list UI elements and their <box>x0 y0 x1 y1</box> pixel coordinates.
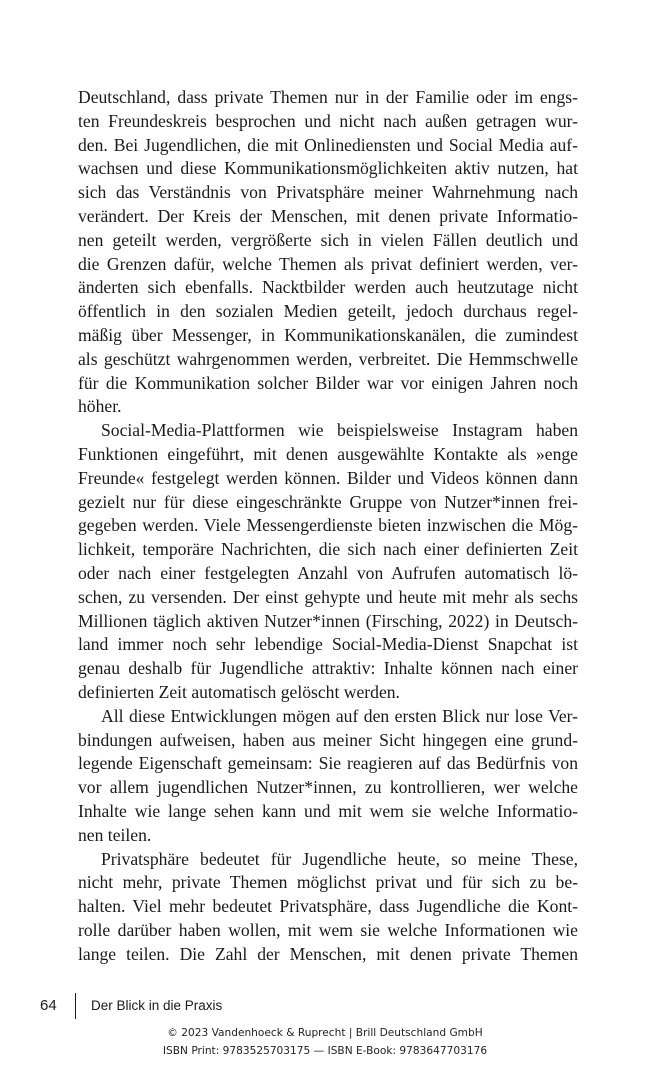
text-line: rolle darüber haben wollen, mit wem sie welche Informationen wie <box>78 919 578 940</box>
text-line: Freunde« festgelegt werden können. Bilder und Videos können dann <box>78 467 578 488</box>
text-line: Social-Media-Plattformen wie beispielsweise Instagram haben <box>101 420 578 441</box>
text-line: Millionen täglich aktiven Nutzer*innen (Firsching, 2022) in Deutsch- <box>78 610 578 631</box>
text-line: oder nach einer festgelegten Anzahl von Aufrufen automatisch lö- <box>78 562 578 583</box>
text-line: Privatsphäre bedeutet für Jugendliche heute, so meine These, <box>101 848 578 869</box>
footer-divider <box>75 993 76 1019</box>
text-line: definierten Zeit automatisch gelöscht werden. <box>78 681 400 702</box>
text-line: bindungen aufweisen, haben aus meiner Sicht hingegen eine grund- <box>78 729 578 750</box>
body-text <box>78 86 578 966</box>
text-line: verändert. Der Kreis der Menschen, mit denen private Informatio- <box>78 205 578 226</box>
text-line: Inhalte wie lange sehen kann und mit wem sie welche Informatio- <box>78 800 578 821</box>
text-line: vor allem jugendlichen Nutzer*innen, zu kontrollieren, wer welche <box>78 777 578 798</box>
text-line: wachsen und diese Kommunikationsmöglichkeiten aktiv nutzen, hat <box>78 158 578 179</box>
text-line: lange teilen. Die Zahl der Menschen, mit denen private Themen <box>78 943 578 964</box>
text-line: gezielt nur für diese eingeschränkte Gruppe von Nutzer*innen frei- <box>78 491 578 512</box>
text-line: änderten sich ebenfalls. Nacktbilder werden auch heutzutage nicht <box>78 277 578 298</box>
text-line: nen geteilt werden, vergrößerte sich in vielen Fällen deutlich und <box>78 229 578 250</box>
text-line: All diese Entwicklungen mögen auf den ersten Blick nur lose Ver- <box>101 705 578 726</box>
text-line: ten Freundeskreis besprochen und nicht nach außen getragen wur- <box>78 110 578 131</box>
text-line: Funktionen eingeführt, mit denen ausgewählte Kontakte als »enge <box>78 443 578 464</box>
text-line: öffentlich in den sozialen Medien geteilt, jedoch durchaus regel- <box>78 301 578 322</box>
text-line: schen, zu versenden. Der einst gehypte und heute mit mehr als sechs <box>78 586 578 607</box>
text-line: die Grenzen dafür, welche Themen als privat definiert werden, ver- <box>78 253 578 274</box>
text-line: als geschützt wahrgenommen werden, verbreitet. Die Hemmschwelle <box>78 348 578 369</box>
text-line: den. Bei Jugendlichen, die mit Onlinediensten und Social Media auf- <box>78 134 578 155</box>
text-line: höher. <box>78 396 122 417</box>
text-line: land immer noch sehr lebendige Social-Media-Dienst Snapchat ist <box>78 634 578 655</box>
text-line: sich das Verständnis von Privatsphäre meiner Wahrnehmung nach <box>78 182 578 203</box>
text-line: legende Eigenschaft gemeinsam: Sie reagieren auf das Bedürfnis von <box>78 753 578 774</box>
text-line: für die Kommunikation solcher Bilder war vor einigen Jahren noch <box>78 372 578 393</box>
text-line: genau deshalb für Jugendliche attraktiv: Inhalte können nach einer <box>78 658 578 679</box>
text-line: halten. Viel mehr bedeutet Privatsphäre, dass Jugendliche die Kont- <box>78 896 578 917</box>
running-head: Der Blick in die Praxis <box>91 998 223 1013</box>
text-line: lichkeit, temporäre Nachrichten, die sich nach einer definierten Zeit <box>78 539 578 560</box>
isbn-line: ISBN Print: 9783525703175 — ISBN E-Book: 9783647703176 <box>162 1045 488 1057</box>
page-number: 64 <box>40 997 57 1014</box>
text-line: Deutschland, dass private Themen nur in der Familie oder im engs- <box>78 87 578 107</box>
text-line: nen teilen. <box>78 824 152 845</box>
text-line: mäßig über Messenger, in Kommunikationskanälen, die zumindest <box>78 324 578 345</box>
text-line: nicht mehr, private Themen möglichst privat und für sich zu be- <box>78 872 578 893</box>
text-line: gegeben werden. Viele Messengerdienste bieten inzwischen die Mög- <box>78 515 578 536</box>
copyright-line: © 2023 Vandenhoeck & Ruprecht | Brill Deutschland GmbH <box>167 1027 483 1039</box>
